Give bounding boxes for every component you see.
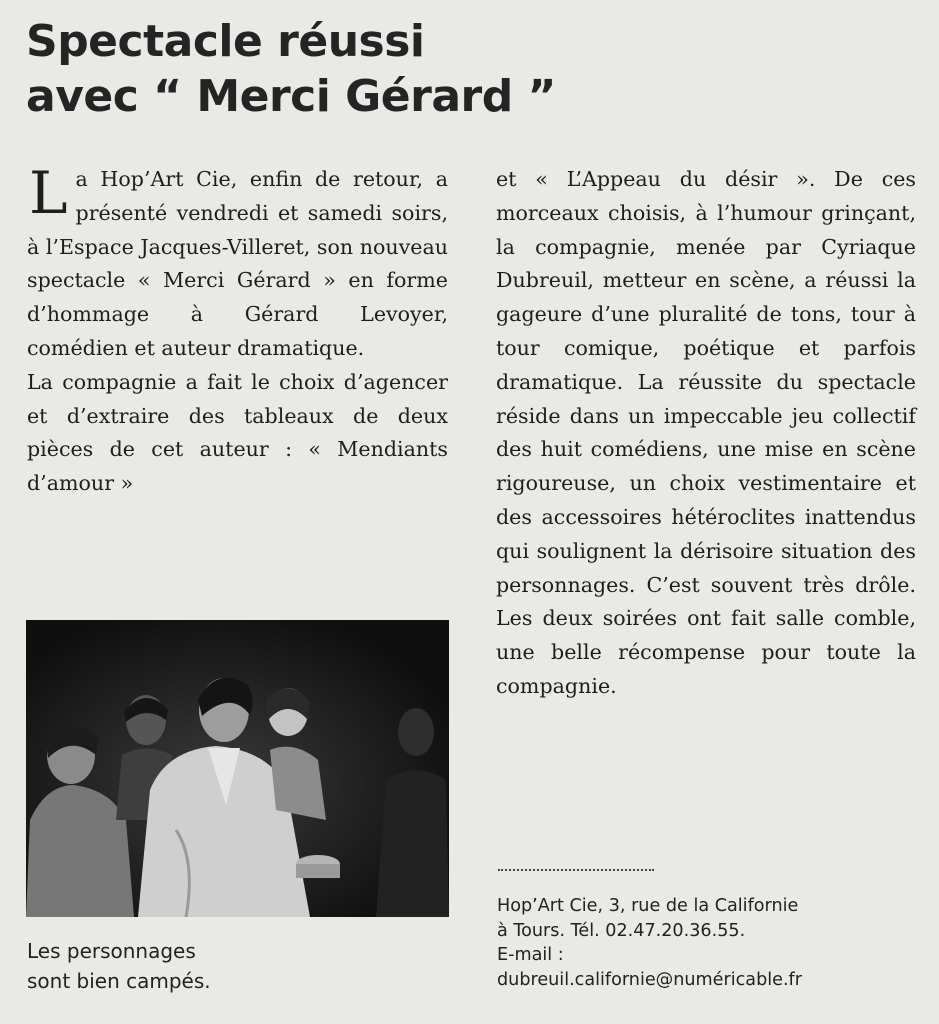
contact-email-label: E-mail : <box>497 945 564 965</box>
divider <box>498 869 654 871</box>
caption-line-1: Les personnages <box>27 939 196 963</box>
caption-line-2: sont bien campés. <box>27 969 211 993</box>
article-column-right <box>496 163 916 704</box>
headline-line-1: Spectacle réussi <box>26 16 425 67</box>
headline-line-2: avec “ Merci Gérard ” <box>26 71 556 122</box>
contact-box <box>497 894 927 992</box>
contact-email: dubreuil.californie@numéricable.fr <box>497 969 802 990</box>
article-photo <box>26 620 449 917</box>
photo-caption <box>27 936 327 996</box>
contact-city-phone: à Tours. Tél. 02.47.20.36.55. <box>497 920 746 941</box>
paragraph-3: et « L’Appeau du désir ». De ces morceaux choisis, à l’humour grinçant, la compagnie, menée par Cyriaque Dubreuil, metteur en scène, a réussi la gageure d’une pluralité de tons, tour à tour comique, poétique et parfois dramatique. La réussite du spectacle réside dans un impeccable jeu collectif des huit comédiens, une mise en scène rigoureuse, un choix vestimentaire et des accessoires hétéroclites inattendus qui soulignent la dérisoire situation des personnages. C’est souvent très drôle. Les deux soirées ont fait salle comble, une belle récompense pour toute la compagnie. <box>496 167 916 698</box>
paragraph-1-text: a Hop’Art Cie, enfin de retour, a présenté vendredi et samedi soirs, à l’Espace Jacques-Villeret, son nouveau spectacle « Merci Gérard » en forme d’hommage à Gérard Levoyer, comédien et auteur dramatique. <box>27 167 448 360</box>
paragraph-2: La compagnie a fait le choix d’agencer et d’extraire des tableaux de deux pièces de cet auteur : « Mendiants d’amour » <box>27 369 448 496</box>
photo-illustration <box>26 620 449 917</box>
drop-cap: L <box>29 159 68 227</box>
article-column-left <box>27 159 448 501</box>
paragraph-1 <box>27 159 448 366</box>
headline <box>26 14 906 124</box>
contact-address: Hop’Art Cie, 3, rue de la Californie <box>497 896 799 916</box>
